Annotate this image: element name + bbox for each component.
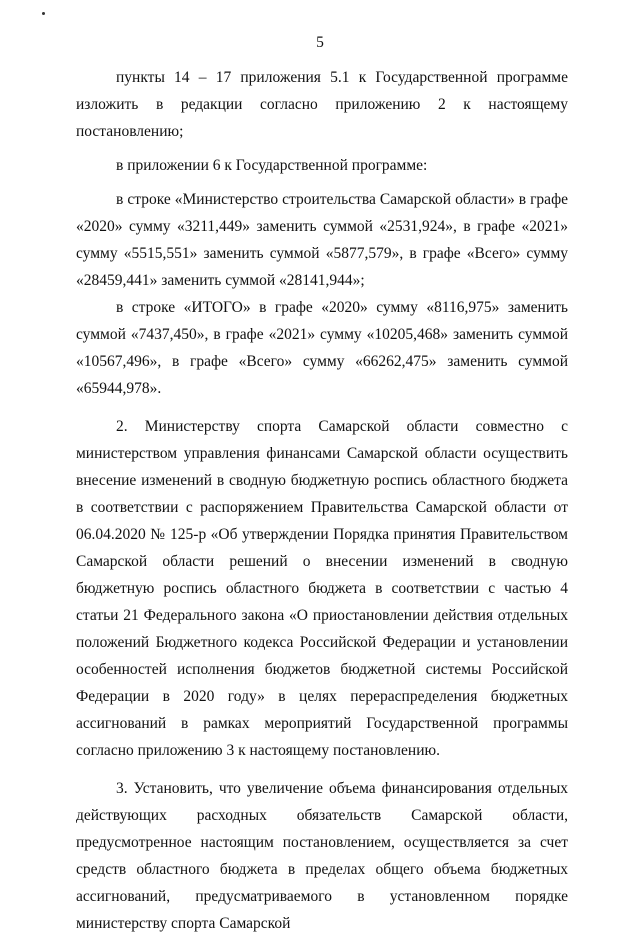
page-number: 5: [316, 34, 324, 51]
paragraph-appendix-6-intro: в приложении 6 к Государственной программе:: [116, 157, 428, 174]
paragraph-item-2: 2. Министерству спорта Самарской области совместно с министерством управления финансами Самарской области осуществить внесение изменений в сводную бюджетную роспись областного бюджета в соответствии с распоряжением Правительства Самарской области от 06.04.2020 № 125-р «Об утверждении Порядка принятия Правительством Самарской области решений о внесении изменений в сводную бюджетную роспись областного бюджета в соответствии с частью 4 статьи 21 Федерального закона «О приостановлении действия отдельных положений Бюджетного кодекса Российской Федерации и установлении особенностей исполнения бюджетов бюджетной системы Российской Федерации в 2020 году» в целях перераспределения бюджетных ассигнований в рамках мероприятий Государственной программы согласно приложению 3 к настоящему постановлению.: [76, 418, 568, 759]
paragraph-appendix-5-1: пункты 14 – 17 приложения 5.1 к Государственной программе изложить в редакции согласно приложению 2 к настоящему постановлению;: [76, 69, 568, 140]
document-body: [76, 64, 568, 944]
paragraph-item-3: 3. Установить, что увеличение объема финансирования отдельных действующих расходных обязательств Самарской области, предусмотренное настоящим постановлением, осуществляется за счет средств областного бюджета в пределах общего объема бюджетных ассигнований, предусматриваемого в установленном порядке министерству спорта Самарской: [76, 780, 568, 932]
scan-speck: [42, 12, 45, 15]
paragraph-ministry-construction-row: в строке «Министерство строительства Самарской области» в графе «2020» сумму «3211,449» заменить суммой «2531,924», в графе «2021» сумму «5515,551» заменить суммой «5877,579», в графе «Всего» сумму «28459,441» заменить суммой «28141,944»;: [76, 191, 568, 289]
paragraph-total-row: в строке «ИТОГО» в графе «2020» сумму «8116,975» заменить суммой «7437,450», в графе «2021» сумму «10205,468» заменить суммой «10567,496», в графе «Всего» сумму «66262,475» заменить суммой «65944,978».: [76, 299, 568, 397]
